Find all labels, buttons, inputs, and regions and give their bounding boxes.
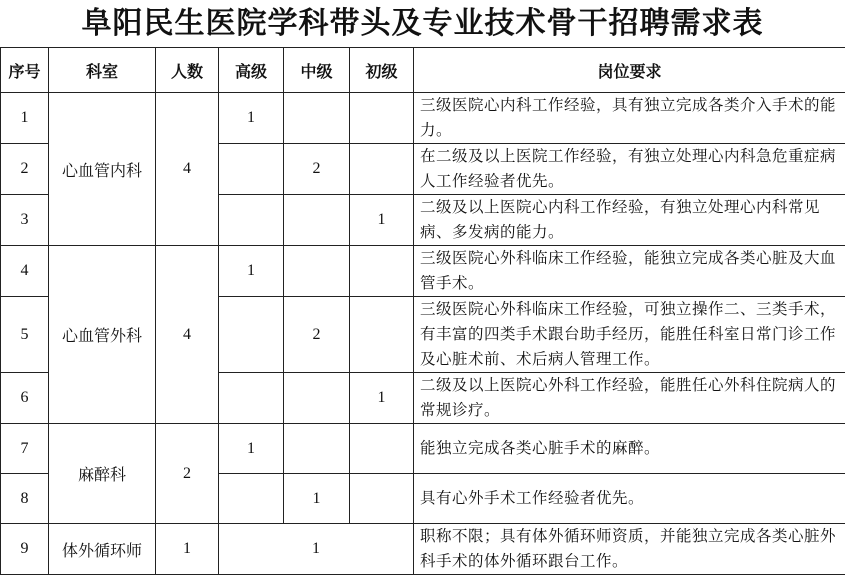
header-row: [1, 48, 845, 93]
requirement: 职称不限；具有体外循环师资质，并能独立完成各类心脏外科手术的体外循环跟台工作。: [414, 524, 845, 575]
middle-count: [284, 424, 350, 474]
senior-count: [219, 297, 284, 373]
junior-count: [350, 297, 414, 373]
header-no: 序号: [1, 48, 49, 93]
headcount: 2: [156, 424, 219, 524]
junior-count: [350, 144, 414, 195]
junior-count: [350, 474, 414, 524]
table-row: [1, 93, 845, 144]
middle-count: [284, 246, 350, 297]
header-middle: 中级: [284, 48, 350, 93]
junior-count: [350, 424, 414, 474]
department: 心血管内科: [49, 93, 156, 246]
requirement: 能独立完成各类心脏手术的麻醉。: [414, 424, 845, 474]
row-no: 9: [1, 524, 49, 575]
senior-count: [219, 373, 284, 424]
middle-count: 2: [284, 297, 350, 373]
requirement: 三级医院心外科临床工作经验，能独立完成各类心脏及大血管手术。: [414, 246, 845, 297]
junior-count: 1: [350, 373, 414, 424]
senior-count: 1: [219, 424, 284, 474]
header-requirements: 岗位要求: [414, 48, 845, 93]
requirement: 具有心外手术工作经验者优先。: [414, 474, 845, 524]
headcount: 1: [156, 524, 219, 575]
middle-count: [284, 93, 350, 144]
headcount: 4: [156, 93, 219, 246]
row-no: 5: [1, 297, 49, 373]
row-no: 6: [1, 373, 49, 424]
requirement: 三级医院心外科临床工作经验，可独立操作二、三类手术，有丰富的四类手术跟台助手经历，能胜任科室日常门诊工作及心脏术前、术后病人管理工作。: [414, 297, 845, 373]
middle-count: 2: [284, 144, 350, 195]
middle-count: [284, 195, 350, 246]
middle-count: [284, 373, 350, 424]
requirement: 二级及以上医院心外科工作经验，能胜任心外科住院病人的常规诊疗。: [414, 373, 845, 424]
row-no: 1: [1, 93, 49, 144]
senior-count: [219, 474, 284, 524]
page-title: 阜阳民生医院学科带头及专业技术骨干招聘需求表: [0, 0, 845, 47]
senior-count: 1: [219, 93, 284, 144]
department: 心血管外科: [49, 246, 156, 424]
department: 麻醉科: [49, 424, 156, 524]
row-no: 4: [1, 246, 49, 297]
requirement: 在二级及以上医院工作经验，有独立处理心内科急危重症病人工作经验者优先。: [414, 144, 845, 195]
requirement: 三级医院心内科工作经验，具有独立完成各类介入手术的能力。: [414, 93, 845, 144]
junior-count: [350, 246, 414, 297]
row-no: 8: [1, 474, 49, 524]
row-no: 3: [1, 195, 49, 246]
senior-count: [219, 144, 284, 195]
headcount: 4: [156, 246, 219, 424]
header-junior: 初级: [350, 48, 414, 93]
table-row: [1, 246, 845, 297]
department: 体外循环师: [49, 524, 156, 575]
junior-count: [350, 93, 414, 144]
table-row: [1, 524, 845, 575]
senior-count: 1: [219, 246, 284, 297]
header-count: 人数: [156, 48, 219, 93]
row-no: 7: [1, 424, 49, 474]
table-row: [1, 424, 845, 474]
header-department: 科室: [49, 48, 156, 93]
recruitment-table: [0, 47, 845, 575]
middle-count: 1: [284, 474, 350, 524]
header-senior: 高级: [219, 48, 284, 93]
requirement: 二级及以上医院心内科工作经验，有独立处理心内科常见病、多发病的能力。: [414, 195, 845, 246]
junior-count: 1: [350, 195, 414, 246]
level-count-merged: 1: [219, 524, 414, 575]
senior-count: [219, 195, 284, 246]
row-no: 2: [1, 144, 49, 195]
